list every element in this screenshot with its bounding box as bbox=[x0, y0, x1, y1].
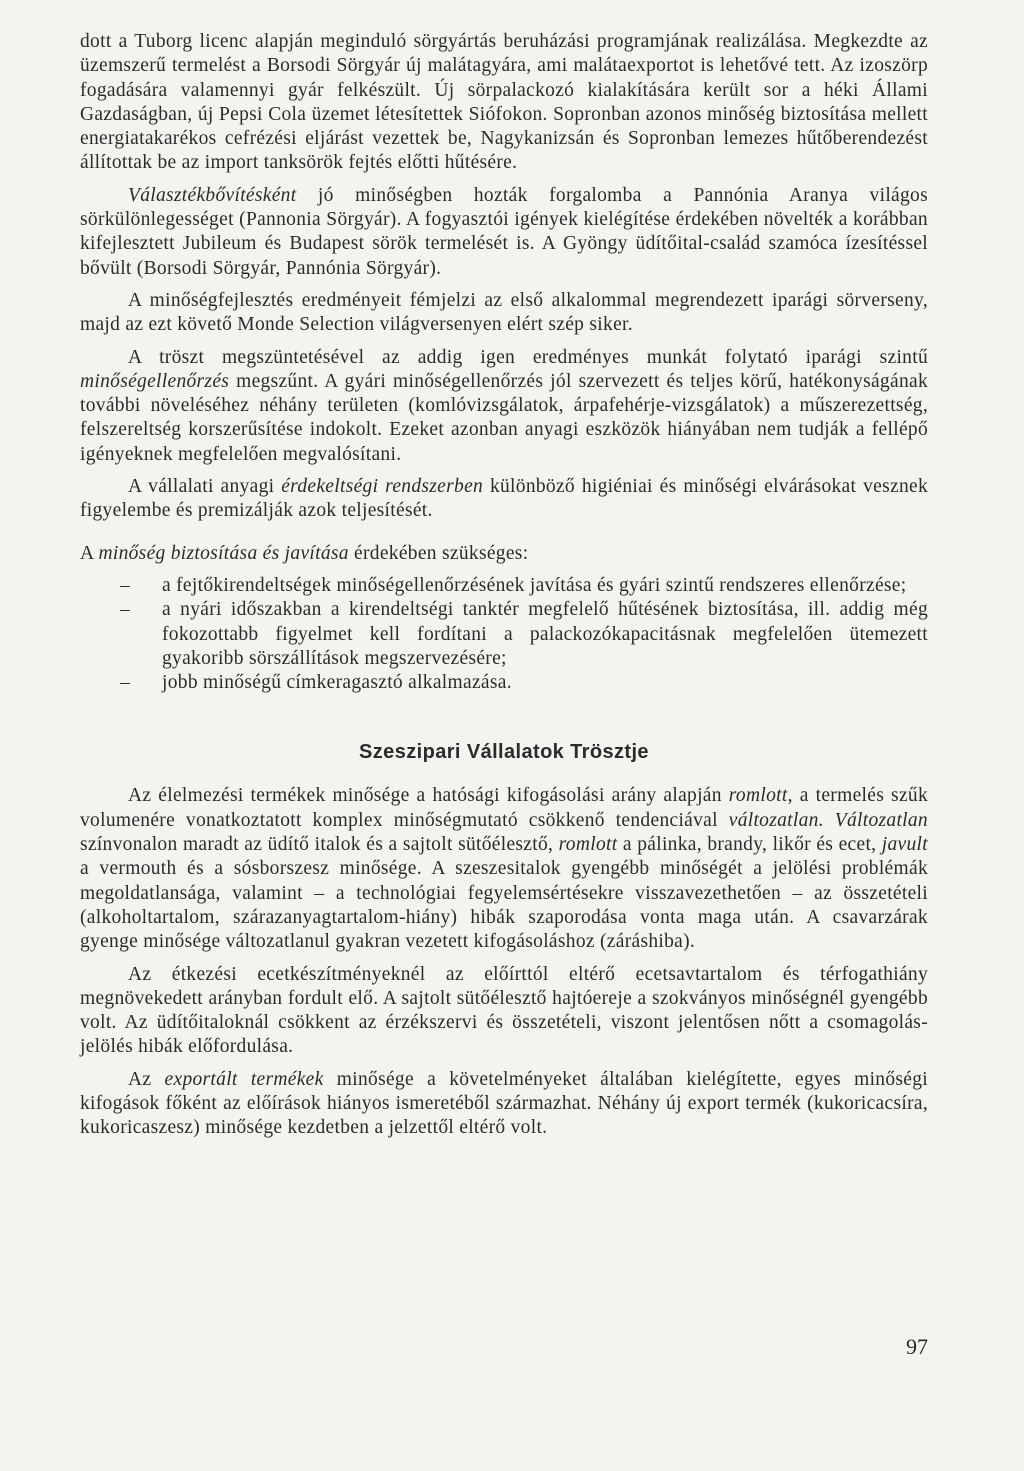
paragraph-text: minősége a követelményeket általában kielégítette, egyes minőségi kifogások főként az előírások hiányos ismeretéből származhat. Néhány új export termék (kukoricacsíra, kukoricaszesz) minősége kezdetben a jelzettől eltérő volt. bbox=[80, 1068, 928, 1139]
paragraph-quality-control bbox=[80, 346, 928, 467]
paragraph-text: megszűnt. A gyári minőségellenőrzés jól szervezett és teljes körű, hatékonyságának további növeléséhez néhány területen (komlóvizsgálatok, árpafehérje-vizsgálatok) a műszerezettség, felszereltség korszerűsítése indokolt. Ezeket azonban anyagi eszközök hiányában nem tudják a fellépő igényeknek megfelelően megvalósítani. bbox=[80, 370, 928, 465]
paragraph-text: érdekében szükséges: bbox=[348, 542, 529, 564]
paragraph-food-products bbox=[80, 784, 928, 954]
paragraph-vinegar: Az étkezési ecetkészítményeknél az előírttól eltérő ecetsavtartalom és térfogathiány megnövekedett arányban fordult elő. A sajtolt sütőélesztő hajtóereje a szokványos minőségnél gyengébb volt. Az üdítőitaloknál csökkent az érzékszervi és összetételi, viszont jelentősen nőtt a csomagolás-jelölés hibák előfordulása. bbox=[80, 963, 928, 1058]
emphasis-text: romlott, bbox=[728, 785, 793, 807]
paragraph-incentive-system bbox=[80, 475, 928, 524]
paragraph-text: különböző higiéniai és minőségi elvárásokat vesznek figyelembe és premizálják azok teljesítését. bbox=[80, 476, 928, 522]
paragraph-quality-development: A minőségfejlesztés eredményeit fémjelzi az első alkalommal megrendezett iparági sörverseny, majd az ezt követő Monde Selection világversenyen elért szép siker. bbox=[80, 289, 928, 336]
paragraph-text: A vállalati anyagi bbox=[128, 476, 282, 498]
emphasis-text: exportált termékek bbox=[164, 1068, 324, 1090]
emphasis-text: változatlan. bbox=[728, 809, 824, 831]
emphasis-text: Választékbővítésként bbox=[128, 184, 297, 206]
section-heading: Szeszipari Vállalatok Trösztje bbox=[359, 741, 649, 764]
emphasis-text: romlott bbox=[558, 834, 618, 856]
paragraph-text: színvonalon maradt az üdítő italok és a sajtolt sütőélesztő, bbox=[80, 834, 559, 856]
list-item-text: a fejtőkirendeltségek minőségellenőrzésének javítása és gyári szintű rendszeres ellenőrzése; bbox=[162, 574, 907, 596]
paragraph-choice-expansion bbox=[80, 184, 928, 281]
paragraph-text: a vermouth és a sósborszesz minősége. A szeszesitalok gyengébb minőségét a jelölési problémák megoldatlansága, valamint – a technológiai fegyelemsértésekre visszavezethetően – az összetételi (alkoholtartalom, szárazanyagtartalom-hiány) hibák szaporodása vonta maga után. A csavarzárak gyenge minősége változatlanul gyakran vezetett kifogásoláshoz (záráshiba). bbox=[80, 858, 928, 953]
paragraph-text: Az élelmezési termékek minősége a hatósági kifogásolási arány alapján bbox=[128, 785, 729, 807]
paragraph-text: jó minőségben hozták forgalomba a Pannónia Aranya világos sörkülönlegességet (Pannonia Sörgyár). A fogyasztói igények kielégítése érdekében növelték a korábban kifejlesztett Jubileum és Budapest sörök termelését is. A Gyöngy üdítőital-család szamóca ízesítéssel bővült (Borsodi Sörgyár, Pannónia Sörgyár). bbox=[80, 184, 928, 279]
list-item-text: jobb minőségű címkeragasztó alkalmazása. bbox=[162, 672, 512, 694]
list-item-text: a nyári időszakban a kirendeltségi tanktér megfelelő hűtésének biztosítása, ill. addig még fokozottabb figyelmet kell fordítani a palackozókapacitásnak megfelelően ütemezett gyakoribb sörszállítások megszervezésére; bbox=[162, 599, 928, 669]
list-item bbox=[80, 671, 928, 695]
emphasis-text: javult bbox=[881, 834, 928, 856]
paragraph-text: a pálinka, brandy, likőr és ecet, bbox=[617, 834, 882, 856]
list-item bbox=[80, 598, 928, 671]
paragraph-export bbox=[80, 1068, 928, 1141]
emphasis-text: Változatlan bbox=[834, 809, 928, 831]
paragraph-text: Az bbox=[128, 1068, 165, 1090]
paragraph-text: a termelés szűk volumenére vonatkoztatott komplex minőségmutató csökkenő tendenciával bbox=[80, 785, 928, 831]
dash-bullet: – bbox=[120, 672, 131, 694]
paragraph-text: A tröszt megszüntetésével az addig igen eredményes munkát folytató iparági szintű bbox=[128, 346, 928, 368]
dash-bullet: – bbox=[120, 574, 131, 596]
paragraph-text: A bbox=[80, 542, 99, 564]
requirements-list bbox=[80, 574, 928, 695]
paragraph-tuborg: dott a Tuborg licenc alapján meginduló sörgyártás beruházási programjának realizálása. Megkezdte az üzemszerű termelést a Borsodi Sörgyár új malátagyára, ami malátaexportot is lehetővé tett. Az izoszörp fogadására valamennyi gyár felkészült. Új sörpalackozó kialakítására került sor a héki Állami Gazdaságban, új Pepsi Cola üzemet létesítettek Siófokon. Sopronban azonos minőség biztosítása mellett energiatakarékos cefrézési eljárást vezettek be, Nagykanizsán és Sopronban lemezes hűtőberendezést állítottak be az import tanksörök fejtés előtti hűtésére. bbox=[80, 31, 928, 174]
page-number: 97 bbox=[906, 1334, 928, 1359]
emphasis-text: minőségellenőrzés bbox=[80, 370, 230, 392]
list-item bbox=[80, 574, 928, 598]
body-text bbox=[80, 30, 928, 1149]
paragraph-text bbox=[824, 810, 835, 831]
dash-bullet: – bbox=[120, 599, 131, 621]
emphasis-text: minőség biztosítása és javítása bbox=[98, 542, 349, 564]
paragraph-list-intro bbox=[80, 542, 928, 566]
emphasis-text: érdekeltségi rendszerben bbox=[281, 476, 484, 498]
